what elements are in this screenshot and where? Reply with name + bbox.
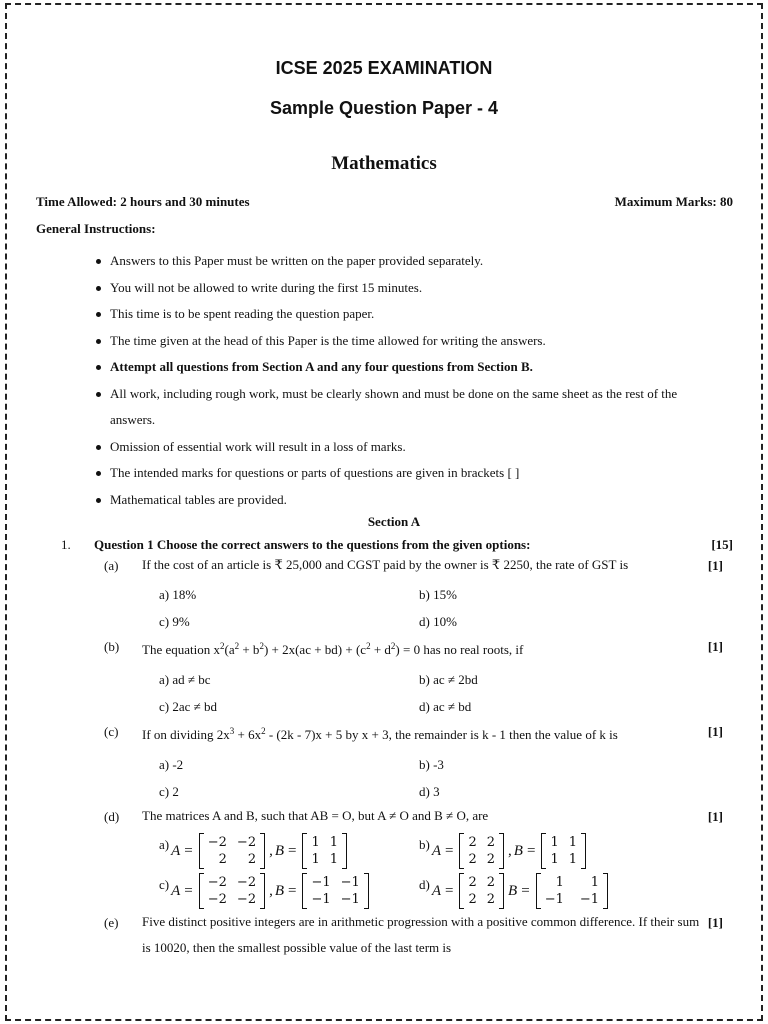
part-c-marks: [1]: [707, 724, 723, 739]
time-allowed: Time Allowed: 2 hours and 30 minutes: [36, 194, 250, 209]
instruction-item: The time given at the head of this Paper is the time allowed for writing the answers.: [110, 328, 720, 355]
part-c-option-a: a) -2: [159, 757, 184, 772]
matrix-cell: 2: [468, 892, 477, 907]
matrix-cell: 2: [486, 852, 496, 867]
instruction-item: You will not be allowed to write during the first 15 minutes.: [110, 275, 720, 302]
part-b-text: The equation $x^2(a^2 + b^2) + 2x(ac + bd) + (c^2 + d^2) = 0$ has no real roots, if: [142, 641, 524, 657]
matrix-cell: 1: [555, 875, 564, 890]
section-title: Section A: [367, 514, 421, 529]
part-c-option-c: c) 2: [159, 784, 179, 799]
matrix-cell: −2: [207, 892, 227, 907]
matrix-cell: −1: [311, 892, 331, 907]
question-number: 1.: [61, 537, 71, 552]
exam-title: ICSE 2025 EXAMINATION: [275, 58, 493, 78]
instruction-item: All work, including rough work, must be clearly shown and must be done on the same sheet as the rest of the answers.: [110, 381, 720, 434]
matrix-cell: −2: [207, 875, 227, 890]
matrix: [536, 873, 608, 909]
equals-sign: =: [288, 842, 297, 859]
matrix-name: A: [171, 882, 181, 899]
part-a-label: (a): [104, 558, 119, 573]
maximum-marks: Maximum Marks: 80: [614, 194, 733, 209]
matrix-cell: 1: [311, 835, 320, 850]
matrix-name: B: [513, 842, 523, 859]
instruction-item: Mathematical tables are provided.: [110, 487, 720, 514]
matrix: [541, 833, 586, 869]
matrix: [199, 873, 265, 909]
instruction-item: Omission of essential work will result in a loss of marks.: [110, 434, 720, 461]
matrix-cell: −2: [207, 835, 227, 850]
option-label: d): [419, 877, 430, 892]
matrix-cell: −2: [236, 892, 257, 907]
matrix-name: A: [431, 842, 442, 859]
question-marks: [15]: [711, 537, 733, 552]
part-d-marks: [1]: [707, 809, 723, 824]
instructions-list: [110, 248, 720, 513]
part-d-option-a: a) A = −2 −2 2 2 , B = 1 1 1 1: [159, 833, 349, 869]
part-b-option-a: a) ad ≠ bc: [159, 672, 211, 687]
part-d-option-d: [419, 873, 610, 909]
part-b-label: (b): [104, 639, 120, 654]
part-a-option-b: b) 15%: [419, 587, 457, 602]
matrix-cell: 1: [329, 852, 339, 867]
matrix-name: A: [431, 882, 442, 899]
matrix-cell: 1: [329, 835, 339, 850]
matrix-cell: 2: [486, 875, 496, 890]
matrix-cell: −1: [544, 892, 564, 907]
instruction-item: The intended marks for questions or parts of questions are given in brackets [ ]: [110, 460, 720, 487]
part-e-text: Five distinct positive integers are in arithmetic progression with a positive common difference. If their sum is 10020, then the smallest possible value of the last term is: [142, 914, 700, 955]
matrix-cell: 2: [218, 852, 227, 867]
matrix-cell: 2: [468, 852, 477, 867]
matrix-name: B: [274, 842, 285, 859]
matrix-cell: 2: [486, 835, 496, 850]
part-a-option-d: d) 10%: [419, 614, 457, 629]
option-label: a): [159, 837, 170, 852]
part-d-option-c: c) A = −2 −2 −2 −2 , B = −1 −1 −1 −1: [159, 873, 371, 909]
matrix-name: A: [171, 842, 181, 859]
part-c-text: If on dividing $2x^3 + 6x^2 - (2k - 7)x + 5$ by x + 3, the remainder is k - 1 then the value of k is: [142, 726, 618, 742]
matrix: [302, 873, 368, 909]
equals-sign: =: [521, 882, 530, 899]
matrix: [302, 833, 347, 869]
equals-sign: =: [184, 882, 193, 899]
part-a-option-a: a) 18%: [159, 587, 197, 602]
matrix-cell: −1: [340, 875, 360, 890]
part-b-option-d: d) ac ≠ bd: [419, 699, 472, 714]
matrix-cell: −2: [236, 875, 257, 890]
part-d-label: (d): [104, 809, 120, 824]
part-c-label: (c): [104, 724, 119, 739]
equals-sign: =: [184, 842, 193, 859]
part-c-option-d: d) 3: [419, 784, 440, 799]
matrix-cell: −1: [311, 875, 331, 890]
matrix-cell: 2: [468, 835, 477, 850]
part-a-text: If the cost of an article is ₹ 25,000 and CGST paid by the owner is ₹ 2250, the rate of GST is: [142, 557, 629, 572]
matrix-cell: 1: [568, 852, 577, 867]
matrix-cell: −1: [579, 892, 600, 907]
part-b-option-b: b) ac ≠ 2bd: [419, 672, 478, 687]
matrix-name: B: [274, 882, 285, 899]
part-d-text: The matrices A and B, such that AB = O, but A ≠ O and B ≠ O, are: [142, 808, 489, 823]
general-instructions-heading: General Instructions:: [36, 221, 156, 236]
part-b-option-c: c) 2ac ≠ bd: [159, 699, 218, 714]
question-heading: Question 1 Choose the correct answers to the questions from the given options:: [94, 537, 531, 552]
part-a-marks: [1]: [707, 558, 723, 573]
equals-sign: =: [288, 882, 297, 899]
option-label: c): [159, 877, 170, 892]
part-c-option-b: b) -3: [419, 757, 444, 772]
matrix-cell: 2: [468, 875, 477, 890]
matrix: [459, 873, 504, 909]
matrix-name: B: [508, 882, 518, 899]
part-d-option-b: b) A = 2 2 2 2 , B = 1 1 1 1: [419, 833, 588, 869]
instruction-item: Attempt all questions from Section A and any four questions from Section B.: [110, 354, 720, 381]
matrix-cell: 1: [590, 875, 600, 890]
matrix-cell: 1: [311, 852, 320, 867]
matrix-cell: 1: [550, 852, 559, 867]
part-e-label: (e): [104, 915, 119, 930]
part-b-marks: [1]: [707, 639, 723, 654]
matrix: [459, 833, 504, 869]
matrix-cell: 1: [550, 835, 559, 850]
part-a-option-c: c) 9%: [159, 614, 190, 629]
paper-title: Sample Question Paper - 4: [269, 98, 499, 118]
equals-sign: =: [445, 882, 454, 899]
matrix-cell: 1: [568, 835, 577, 850]
instruction-item: This time is to be spent reading the question paper.: [110, 301, 720, 328]
option-label: b): [419, 837, 430, 852]
matrix: [199, 833, 265, 869]
matrix-cell: 2: [247, 852, 257, 867]
part-e-marks: [1]: [707, 915, 723, 930]
matrix-cell: 2: [486, 892, 496, 907]
matrix-cell: −2: [236, 835, 257, 850]
instruction-item: Answers to this Paper must be written on the paper provided separately.: [110, 248, 720, 275]
subject-title: Mathematics: [331, 153, 437, 174]
matrix-cell: −1: [340, 892, 360, 907]
equals-sign: =: [526, 842, 536, 859]
equals-sign: =: [445, 842, 454, 859]
